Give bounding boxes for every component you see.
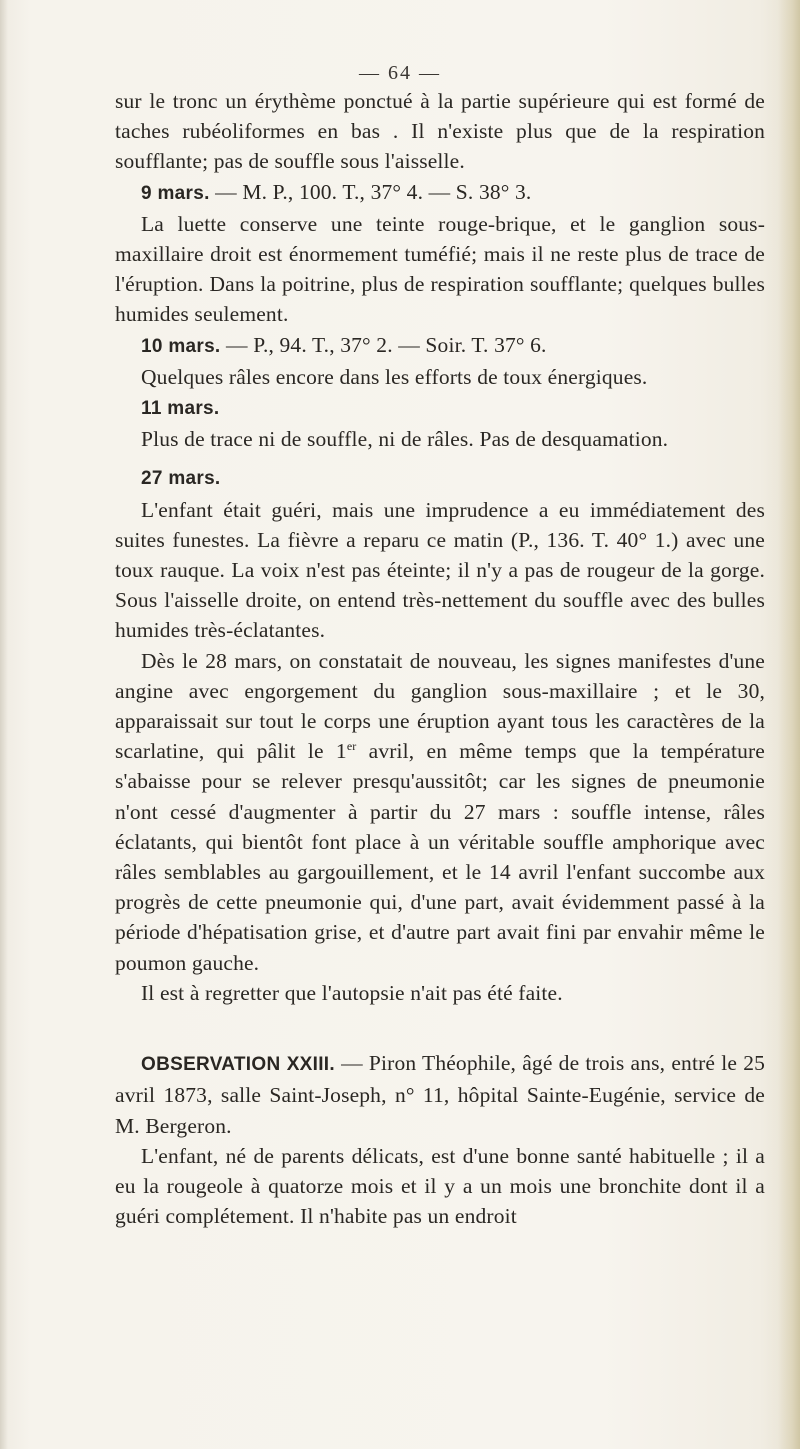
observation-intro: — Piron Théophile, âgé de trois ans, entré le 25 avril 1873, salle Saint-Joseph, n° 11, hôpital Sainte-Eugénie, service de M. Bergeron. (115, 1051, 766, 1138)
observation-heading (115, 1048, 765, 1141)
text-run: Dès le 28 mars, on constatait de nouveau, les signes manifestes d'une angine avec engorgement du ganglion sous-maxillaire ; et le 30, apparaissait sur tout le corps une éruption ayant tous les caractères de la scarlatine, qui pâlit le 1 (115, 648, 765, 764)
entry-10-mars (115, 330, 765, 362)
entry-27-mars-text-2 (115, 646, 765, 978)
page-edge-left (0, 0, 8, 1449)
entry-27-mars-text: L'enfant était guéri, mais une imprudence a eu immédiatement des suites funestes. La fièvre a reparu ce matin (P., 136. T. 40° 1.) avec une toux rauque. La voix n'est pas éteinte; il n'y a pas de rougeur de la gorge. Sous l'aisselle droite, on entend très-nettement du souffle avec des bulles humides très-éclatantes. (115, 497, 765, 643)
document-body (115, 86, 765, 1231)
page-edge-right (778, 0, 800, 1449)
observation-text: L'enfant, né de parents délicats, est d'une bonne santé habituelle ; il a eu la rougeole à quatorze mois et il y a un mois une bronchite dont il a guéri complétement. Il n'habite pas un endroit (115, 1143, 765, 1229)
entry-9-mars (115, 177, 765, 209)
paragraph-continuation: sur le tronc un érythème ponctué à la partie supérieure qui est formé de taches rubéoliformes en bas . Il n'existe plus que de la respiration soufflante; pas de souffle sous l'aisselle. (115, 89, 765, 174)
entry-27-mars (115, 462, 765, 494)
entry-10-mars-text: Quelques râles encore dans les efforts de toux énergiques. (141, 364, 648, 389)
entry-date: 11 mars. (141, 398, 220, 420)
spacer (115, 454, 765, 462)
entry-11-mars-text: Plus de trace ni de souffle, ni de râles. Pas de desquamation. (141, 427, 669, 452)
entry-27-mars-text-3: Il est à regretter que l'autopsie n'ait pas été faite. (141, 980, 563, 1005)
entry-vitals: — P., 94. T., 37° 2. — Soir. T. 37° 6. (220, 332, 547, 357)
text-run: avril, en même temps que la température s'abaisse pour se relever presqu'aussitôt; car les signes de pneumonie n'ont cessé d'augmenter à partir du 27 mars : souffle intense, râles éclatants, qui bientôt font place à un véritable souffle amphorique avec râles semblables au gargouillement, et le 14 avril l'enfant succombe aux progrès de cette pneumonie qui, d'une part, avait évidemment passé à la période d'hépatisation grise, et d'autre part avait fini par envahir même le poumon gauche. (115, 739, 765, 975)
entry-9-mars-text: La luette conserve une teinte rouge-brique, et le ganglion sous-maxillaire droit est énormement tuméfié; mais il ne reste plus de trace de l'éruption. Dans la poitrine, plus de respiration soufflante; quelques bulles humides seulement. (115, 211, 765, 327)
entry-date: 27 mars. (141, 468, 221, 490)
entry-11-mars (115, 392, 765, 424)
entry-vitals: — M. P., 100. T., 37° 4. — S. 38° 3. (209, 179, 532, 204)
observation-title: OBSERVATION XXIII. (141, 1054, 335, 1076)
spacer (115, 1008, 765, 1048)
superscript: er (346, 739, 357, 754)
entry-date: 10 mars. (141, 335, 221, 357)
entry-date: 9 mars. (141, 182, 210, 204)
page-number: — 64 — (359, 62, 441, 84)
